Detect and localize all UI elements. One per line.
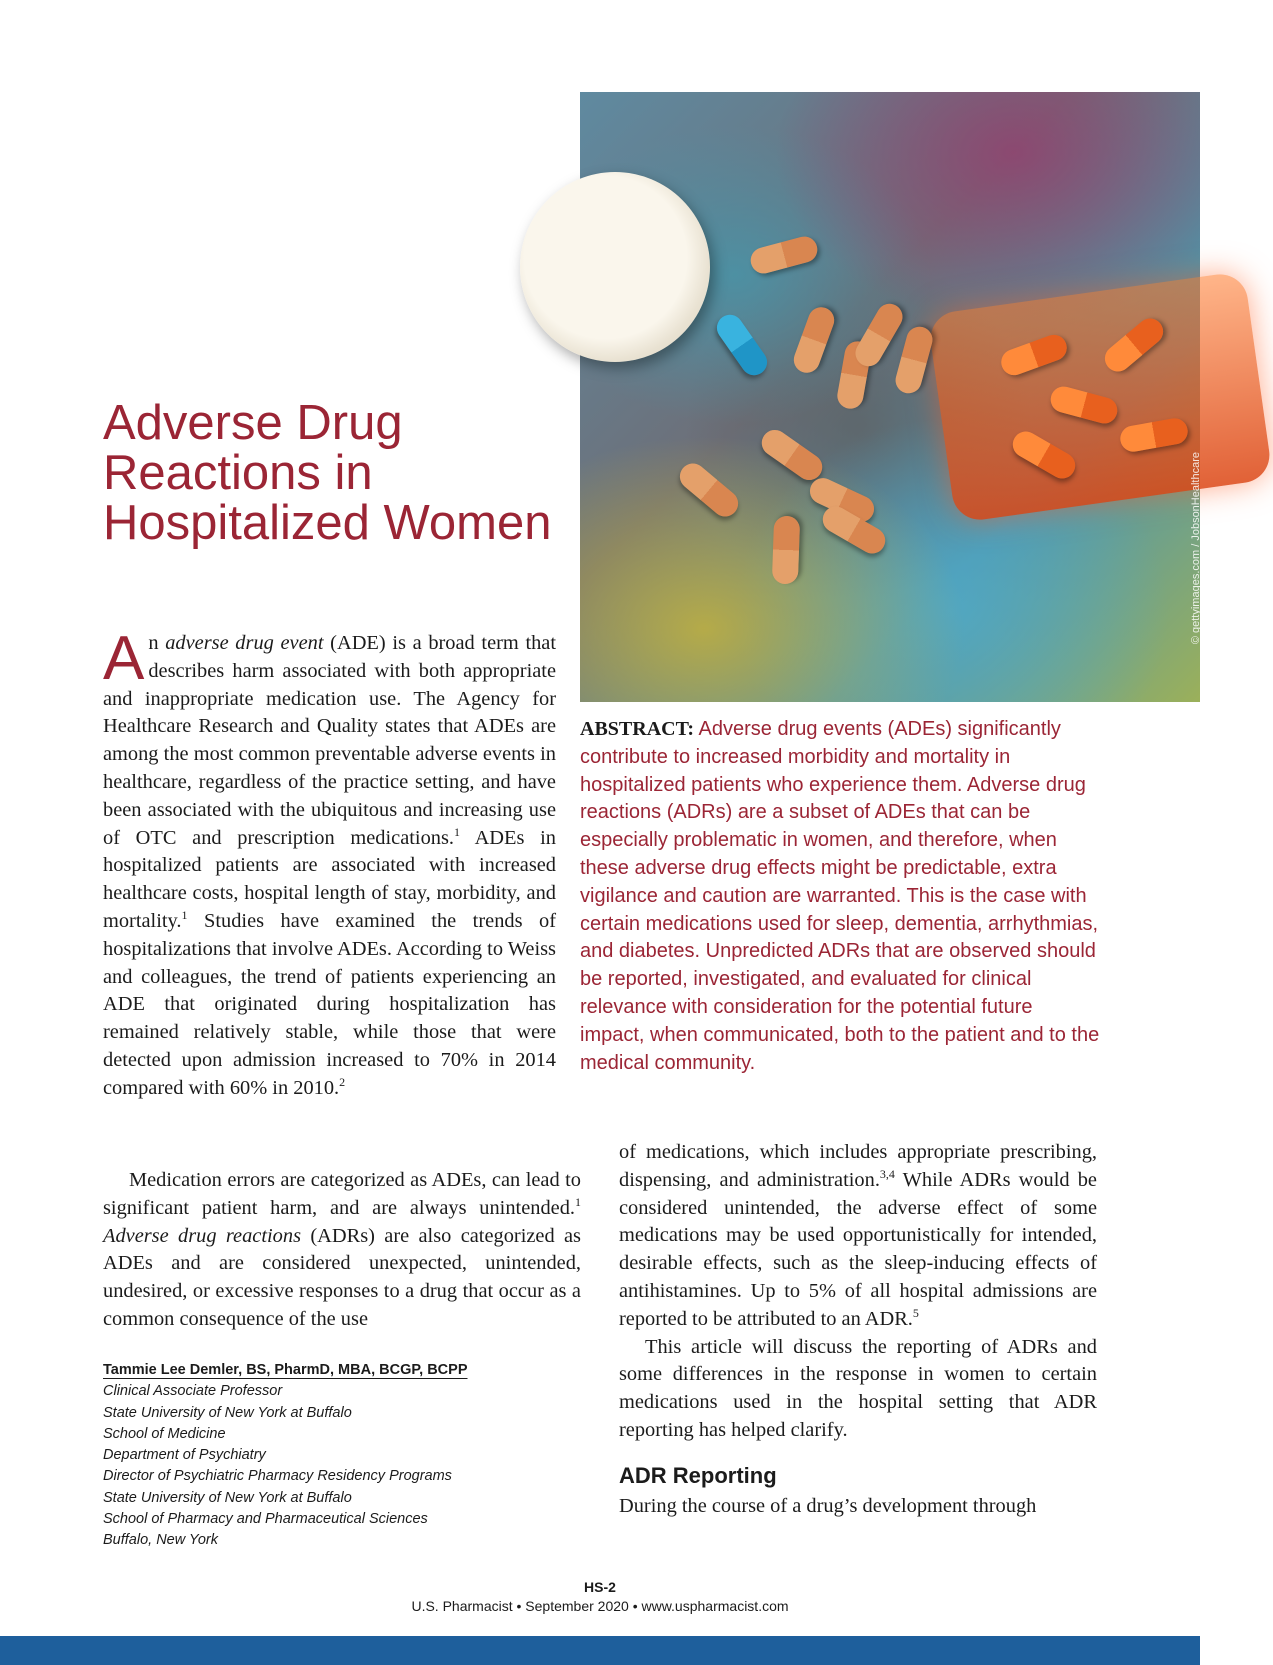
author-affiliation: State University of New York at Buffalo — [103, 1404, 352, 1421]
intro-paragraph-1 — [103, 624, 557, 1103]
right-paragraph-1 — [619, 1139, 1097, 1334]
text: of medications, which includes appropriate prescribing, dispensing, and administration. — [619, 1141, 1097, 1191]
bottom-color-bar — [0, 1636, 1200, 1665]
capsule — [851, 299, 908, 371]
publication-line: U.S. Pharmacist • September 2020 • www.uspharmacist.com — [411, 1598, 789, 1614]
author-affiliation: Director of Psychiatric Pharmacy Residency Programs — [103, 1468, 452, 1485]
abstract-label: ABSTRACT: — [580, 718, 695, 740]
pill-cup — [520, 172, 710, 362]
term-adr: Adverse drug reactions — [103, 1224, 302, 1247]
section-heading: ADR Reporting — [619, 1462, 777, 1488]
citation-ref: 2 — [339, 1074, 346, 1089]
citation-ref: 1 — [575, 1195, 581, 1209]
capsule — [748, 234, 820, 277]
author-name: Tammie Lee Demler, BS, PharmD, MBA, BCGP, BCPP — [103, 1362, 468, 1378]
intro-column — [103, 624, 557, 1103]
author-affiliation: School of Medicine — [103, 1425, 226, 1442]
intro-paragraph-2 — [103, 1167, 581, 1334]
text: n — [148, 632, 166, 654]
drop-cap: A — [103, 624, 145, 693]
capsule — [712, 310, 772, 381]
intro-column-continued — [103, 1167, 581, 1334]
article-title: Adverse Drug Reactions in Hospitalized Women — [103, 396, 552, 550]
citation-ref: 1 — [454, 824, 461, 839]
page-footer — [0, 1578, 1200, 1616]
citation-ref: 5 — [912, 1305, 919, 1320]
author-affiliation: Buffalo, New York — [103, 1532, 218, 1549]
abstract-text: Adverse drug events (ADEs) significantly contribute to increased morbidity and mortality in hospitalized patients who experience them. Adverse drug reactions (ADRs) are a subset of ADEs that can be especially problematic in women, and therefore, when these adverse drug effects might be predictable, extra vigilance and caution are warranted. This is the case with certain medications used for sleep, dementia, arrhythmias, and diabetes. Unpredicted ADRs that are observed should be reported, investigated, and evaluated for clinical relevance with consideration for the potential future impact, when communicated, both to the patient and to the medical community. — [580, 718, 1100, 1074]
right-paragraph-2: This article will discuss the reporting of ADRs and some differences in the response in women to certain medications used in the hospital setting that ADR reporting has helped clarify. — [619, 1335, 1097, 1441]
term-ade: adverse drug event — [165, 632, 324, 654]
photo-credit: © gettyimages.com / JobsonHealthcare — [1190, 452, 1202, 645]
capsule — [757, 425, 828, 485]
right-column — [619, 1139, 1097, 1521]
text: (ADRs) are also categorized as ADEs and are considered unexpected, unintended, undesired, or excessive responses to a drug that occur as a common consequence of the use — [103, 1224, 581, 1330]
text: (ADE) is a broad term that describes harm associated with both appropriate and inappropriate medication use. The Agency for Healthcare Research and Quality states that ADEs are among the most common preventable adverse events in healthcare, regardless of the practice setting, and have been associated with the ubiquitous and increasing use of OTC and prescription medications. — [103, 632, 557, 849]
citation-ref: 1 — [181, 908, 188, 923]
text: Medication errors are categorized as ADEs, can lead to significant patient harm, and are always unintended. — [103, 1169, 581, 1219]
capsule — [893, 324, 936, 396]
author-affiliation: Clinical Associate Professor — [103, 1383, 283, 1400]
citation-ref: 3,4 — [879, 1167, 895, 1181]
article-photo — [580, 92, 1200, 702]
page-number: HS-2 — [584, 1579, 616, 1595]
right-paragraph-3: During the course of a drug’s development through — [619, 1494, 1037, 1517]
author-block — [103, 1360, 503, 1552]
text: While ADRs would be considered unintended, the adverse effect of some medications may be used opportunistically for intended, desirable effects, such as the sleep-inducing effects of antihistamines. Up to 5% of all hospital admissions are reported to be attributed to an ADR. — [619, 1168, 1097, 1330]
capsule — [772, 516, 800, 585]
author-affiliation: State University of New York at Buffalo — [103, 1489, 352, 1506]
text: ADEs in hospitalized patients are associated with increased healthcare costs, hospital length of stay, morbidity, and mortality. — [103, 826, 556, 932]
capsule — [675, 458, 744, 522]
abstract — [580, 716, 1100, 1077]
text: Studies have examined the trends of hospitalizations that involve ADEs. According to Weiss and colleagues, the trend of patients experiencing an ADE that originated during hospitalization has remained relatively stable, while those that were detected upon admission increased to 70% in 2014 compared with 60% in 2010. — [103, 909, 556, 1099]
author-affiliation: School of Pharmacy and Pharmaceutical Sciences — [103, 1511, 428, 1528]
capsule — [790, 304, 838, 377]
author-affiliation: Department of Psychiatry — [103, 1447, 266, 1464]
